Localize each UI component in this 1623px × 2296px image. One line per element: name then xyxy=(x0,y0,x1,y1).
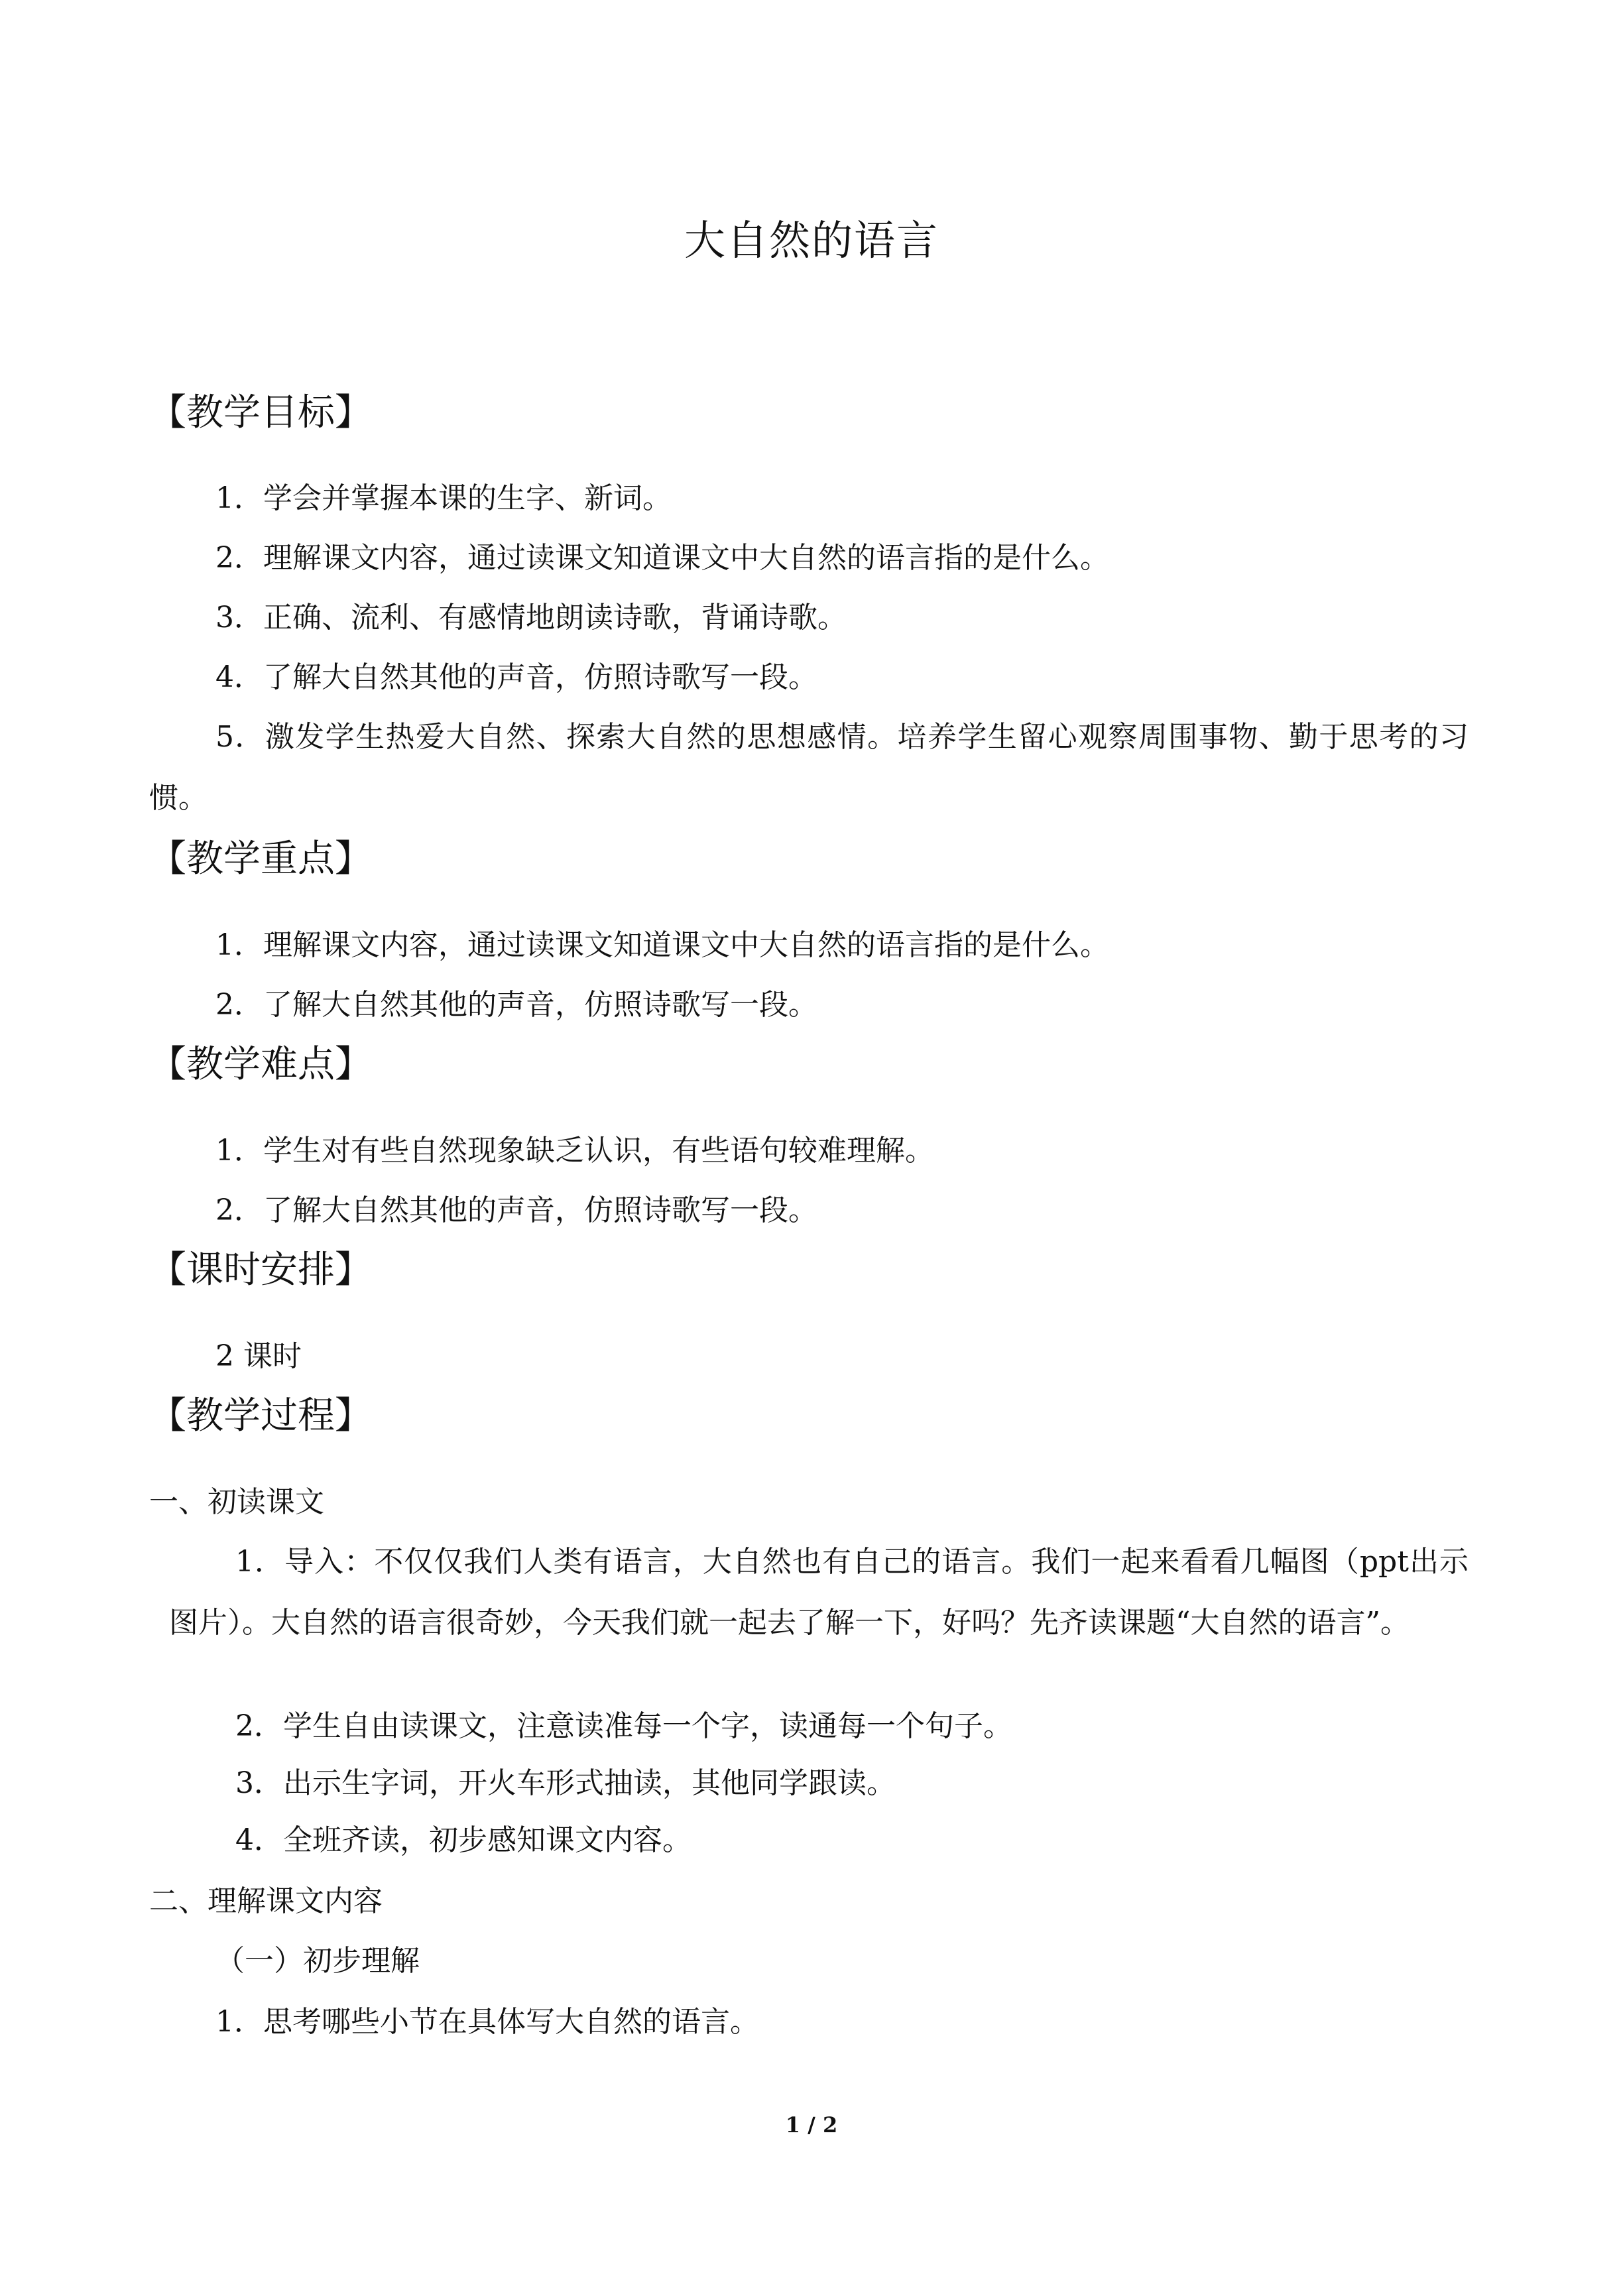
section-heading-objectives: 【教学目标】 xyxy=(149,391,372,434)
key-point-item: 2．了解大自然其他的声音，仿照诗歌写一段。 xyxy=(215,988,817,1022)
difficulty-item: 1．学生对有些自然现象缺乏认识，有些语句较难理解。 xyxy=(215,1134,934,1168)
process-item: 4．全班齐读，初步感知课文内容。 xyxy=(235,1823,691,1857)
objective-item-paragraph: 5．激发学生热爱大自然、探索大自然的思想感情。培养学生留心观察周围事物、勤于思考的习惯。 xyxy=(149,720,1469,815)
objective-item: 3．正确、流利、有感情地朗读诗歌，背诵诗歌。 xyxy=(215,601,847,634)
key-point-item: 1．理解课文内容，通过读课文知道课文中大自然的语言指的是什么。 xyxy=(215,928,1109,962)
schedule-text: 2 课时 xyxy=(215,1339,302,1373)
section-heading-process: 【教学过程】 xyxy=(149,1394,372,1437)
process-part-title: 二、理解课文内容 xyxy=(149,1884,383,1918)
process-item: 3．出示生字词，开火车形式抽读，其他同学跟读。 xyxy=(235,1766,896,1800)
section-heading-schedule: 【课时安排】 xyxy=(149,1248,372,1292)
objective-item: 1．学会并掌握本课的生字、新词。 xyxy=(215,481,672,515)
difficulty-item: 2．了解大自然其他的声音，仿照诗歌写一段。 xyxy=(215,1193,817,1227)
document-title: 大自然的语言 xyxy=(684,216,939,265)
process-part-title: 一、初读课文 xyxy=(149,1485,324,1519)
objective-item: 2．理解课文内容，通过读课文知道课文中大自然的语言指的是什么。 xyxy=(215,541,1109,575)
objective-item: 4．了解大自然其他的声音，仿照诗歌写一段。 xyxy=(215,660,817,694)
process-subtitle: （一）初步理解 xyxy=(215,1944,420,1978)
process-item-paragraph: 1．导入：不仅仅我们人类有语言，大自然也有自己的语言。我们一起来看看几幅图（ppt出示图片）。大自然的语言很奇妙，今天我们就一起去了解一下，好吗？先齐读课题“大自然的语言”。 xyxy=(169,1545,1469,1640)
process-item: 1．思考哪些小节在具体写大自然的语言。 xyxy=(215,2005,759,2039)
process-item: 2．学生自由读课文，注意读准每一个字，读通每一个句子。 xyxy=(235,1709,1012,1743)
section-heading-key-points: 【教学重点】 xyxy=(149,837,372,880)
page-number: 1 / 2 xyxy=(785,2112,838,2138)
section-heading-difficulties: 【教学难点】 xyxy=(149,1043,372,1086)
